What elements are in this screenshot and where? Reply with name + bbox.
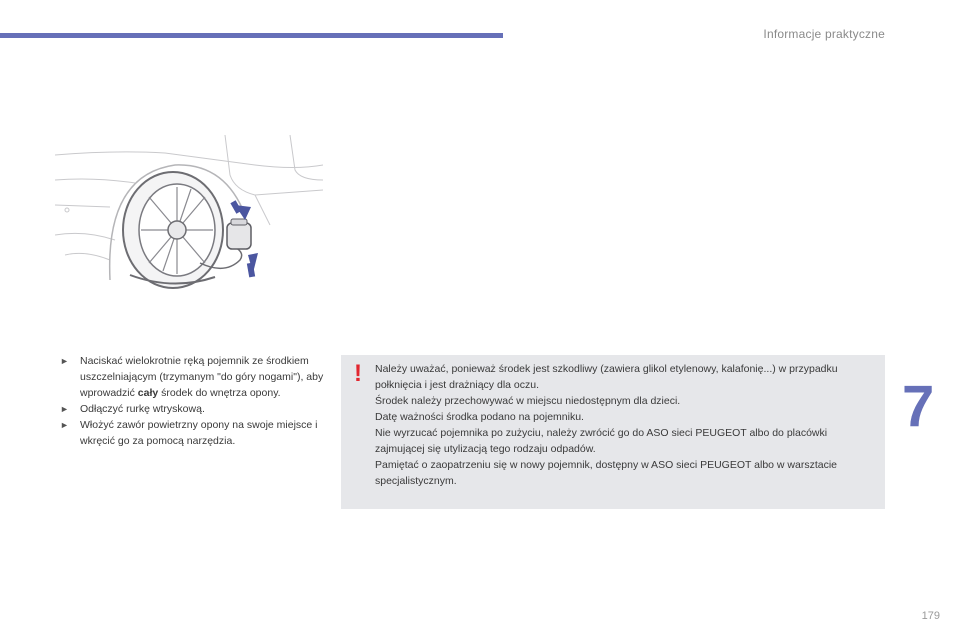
warning-box (341, 355, 885, 509)
instruction-item (60, 417, 328, 449)
page-number: 179 (921, 610, 940, 622)
chapter-number: 7 (902, 374, 935, 439)
instruction-text: środek do wnętrza opony. (158, 387, 281, 399)
instruction-item (60, 353, 328, 401)
warning-line: Nie wyrzucać pojemnika po zużyciu, należy zwrócić go do ASO sieci PEUGEOT albo do placówki zajmującej się utylizacją tego rodzaju odpadów. (375, 427, 828, 455)
header-accent-bar (0, 33, 503, 38)
instruction-emphasis: cały (137, 387, 159, 399)
warning-line: Należy uważać, ponieważ środek jest szkodliwy (zawiera glikol etylenowy, kalafonię...) w przypadku połknięcia i jest drażniący dla oczu. (375, 363, 838, 391)
warning-line: Datę ważności środka podano na pojemniku. (375, 411, 584, 423)
bullet-arrow-icon: ► (60, 356, 69, 366)
instruction-item (60, 401, 328, 417)
exclamation-icon: ! (354, 360, 362, 387)
instruction-text: Naciskać wielokrotnie ręką pojemnik ze środkiem uszczelniającym (trzymanym "do góry nogami"), aby wprowadzić (80, 355, 324, 399)
warning-line: Pamiętać o zaopatrzeniu się w nowy pojemnik, dostępny w ASO sieci PEUGEOT albo w warsztacie specjalistycznym. (375, 459, 838, 487)
section-title: Informacje praktyczne (763, 27, 885, 41)
bullet-arrow-icon: ► (60, 404, 69, 414)
warning-text (375, 361, 875, 489)
instruction-text: Odłączyć rurkę wtryskową. (80, 403, 205, 415)
instruction-text: Włożyć zawór powietrzny opony na swoje miejsce i wkręcić go za pomocą narzędzia. (80, 419, 318, 447)
instruction-list (60, 353, 328, 449)
warning-line: Środek należy przechowywać w miejscu niedostępnym dla dzieci. (375, 395, 681, 407)
bullet-arrow-icon: ► (60, 420, 69, 430)
tyre-sealant-illustration (55, 135, 323, 290)
